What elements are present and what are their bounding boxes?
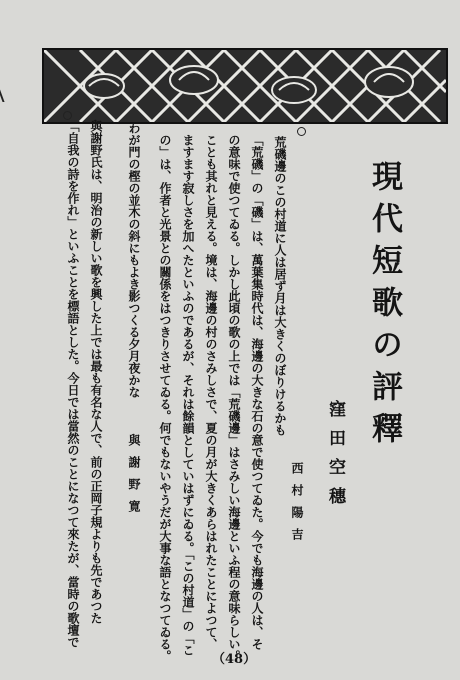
article-title: 現代短歌の評釋 bbox=[366, 160, 402, 454]
section-marker-2 bbox=[63, 111, 72, 120]
commentary-line: 「自我の詩を作れ」といふことを標語とした。今日では當然のことになつて來たが、當時の歌壇で bbox=[66, 120, 80, 648]
commentary-line: ますます寂しさを加へたといふのであるが、それは餘韻としていはずにゐる。「この村道」の「こ bbox=[181, 134, 195, 656]
author-name: 窪田空穗 bbox=[325, 400, 345, 516]
co-author-name: 西村陽吉 bbox=[290, 462, 304, 550]
poem-2-poet: 與謝野寛 bbox=[127, 434, 141, 522]
commentary-line: 「荒磯」の「磯」は、萬葉集時代は、海邊の大きな石の意で使つてゐた。今でも海邊の人は、そ bbox=[250, 134, 264, 650]
section-marker-1 bbox=[297, 127, 306, 136]
poem-1: 荒磯邊のこの村道に人は居ず月は大きくのぼりけるかも bbox=[273, 136, 287, 436]
poem-2: わが門の樫の並木の斜にもよき影つくる夕月夜かな bbox=[127, 122, 141, 398]
margin-mark bbox=[0, 88, 13, 102]
commentary-line: の」は、作者と光景との關係をはつきりさせてゐる。何でもないやうだが大事な語となつてゐる。 bbox=[158, 134, 172, 662]
decorative-header-banner bbox=[42, 48, 448, 124]
banner-ornament bbox=[44, 50, 446, 122]
commentary-line: 與謝野氏は、明治の新しい歌を興した上では最も有名な人で、前の正岡子規よりも先であつた bbox=[89, 120, 103, 624]
commentary-line: ことも其れと見える。境は、海邊の村のさみしさで、夏の月が大きくあらはれたことによつて、 bbox=[204, 134, 218, 650]
commentary-line: の意味で使つてゐる。しかし此頃の歌の上では「荒磯邊」はさみしい海邊といふ程の意味らしい。 bbox=[227, 134, 241, 662]
page-number: （48） bbox=[212, 652, 257, 667]
